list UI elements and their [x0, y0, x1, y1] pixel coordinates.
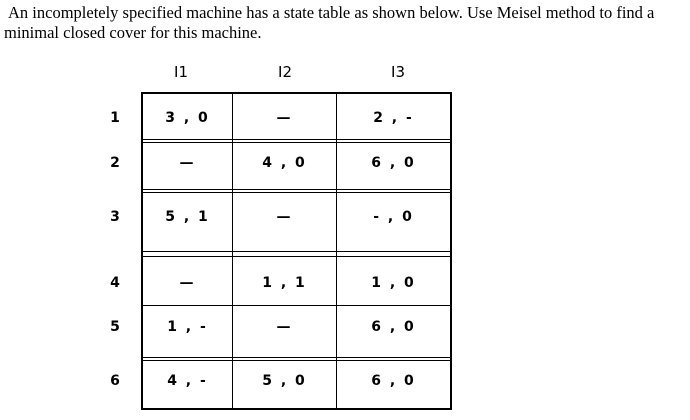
cell-1-i3: 2 , - [373, 110, 414, 126]
cell-1-i2: — [276, 110, 293, 126]
grid-hline-4 [141, 305, 452, 306]
grid-hline-1b [141, 142, 452, 143]
state-table-figure [100, 58, 460, 414]
grid-hline-5b [141, 360, 452, 361]
grid-hline-2a [141, 189, 452, 190]
cell-2-i1: — [179, 155, 196, 171]
cell-3-i1: 5 , 1 [165, 209, 210, 225]
cell-3-i3: - , 0 [373, 209, 414, 225]
row-label-state-2: 2 [110, 155, 120, 171]
column-header-i2: I2 [278, 63, 292, 81]
grid-hline-3b [141, 256, 452, 257]
cell-3-i2: — [276, 209, 293, 225]
question-line-2: minimal closed cover for this machine. [4, 23, 262, 42]
row-label-state-3: 3 [110, 209, 120, 225]
row-label-state-6: 6 [110, 373, 120, 389]
cell-2-i3: 6 , 0 [371, 155, 416, 171]
cell-1-i1: 3 , 0 [165, 110, 210, 126]
cell-6-i1: 4 , - [167, 373, 208, 389]
cell-5-i2: — [276, 319, 293, 335]
grid-hline-top [141, 92, 452, 94]
question-line-1: An incompletely specified machine has a state table as shown below. Use Meisel method to find a [8, 3, 655, 22]
grid-hline-3a [141, 251, 452, 252]
grid-hline-5a [141, 357, 452, 358]
cell-5-i1: 1 , - [167, 319, 208, 335]
question-text [4, 3, 688, 43]
row-label-state-4: 4 [110, 275, 120, 291]
cell-4-i2: 1 , 1 [262, 275, 307, 291]
row-label-state-1: 1 [110, 110, 120, 126]
grid-hline-2b [141, 192, 452, 193]
cell-6-i3: 6 , 0 [371, 373, 416, 389]
grid-hline-1a [141, 139, 452, 140]
cell-4-i3: 1 , 0 [371, 275, 416, 291]
column-header-i3: I3 [391, 63, 405, 81]
cell-6-i2: 5 , 0 [262, 373, 307, 389]
column-header-i1: I1 [174, 63, 188, 81]
cell-2-i2: 4 , 0 [262, 155, 307, 171]
cell-4-i1: — [179, 275, 196, 291]
cell-5-i3: 6 , 0 [371, 319, 416, 335]
row-label-state-5: 5 [110, 319, 120, 335]
grid-hline-bottom [141, 408, 452, 410]
